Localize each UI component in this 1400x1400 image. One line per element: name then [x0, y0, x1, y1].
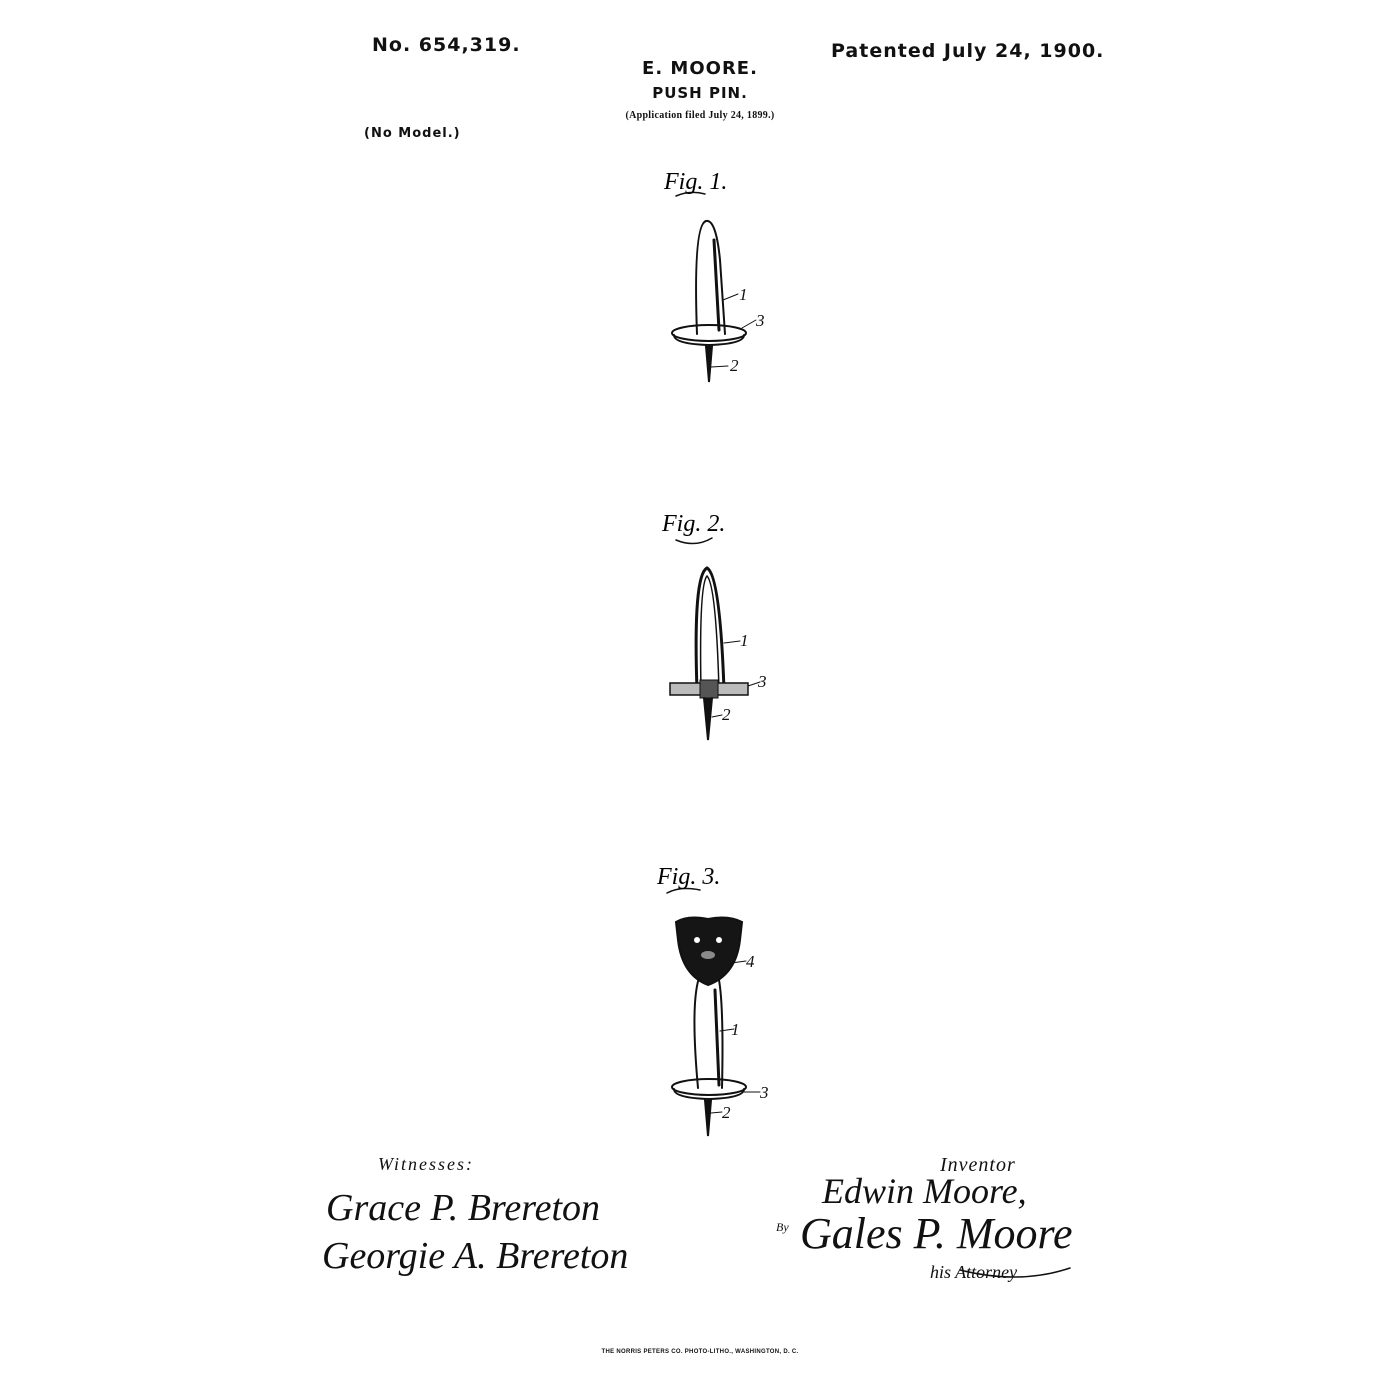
application-filed-note: (Application filed July 24, 1899.) — [625, 110, 775, 121]
fig3-ref-1: 1 — [731, 1020, 740, 1039]
fig2-push-pin-section — [670, 568, 760, 740]
fig2-label: Fig. 2. — [662, 511, 726, 537]
fig2-ref-2: 2 — [722, 705, 731, 724]
fig2-ref-3: 3 — [758, 672, 767, 691]
fig3-ref-2: 2 — [722, 1103, 731, 1122]
inventor-name: E. MOORE. — [642, 58, 758, 79]
fig1-label: Fig. 1. — [664, 169, 728, 195]
printer-credit: THE NORRIS PETERS CO. PHOTO-LITHO., WASHINGTON, D. C. — [601, 1349, 799, 1355]
fig3-ref-4: 4 — [746, 952, 755, 971]
witness-signature-1: Grace P. Brereton — [326, 1187, 601, 1229]
attorney-signature: Gales P. Moore — [800, 1209, 1073, 1258]
fig1-ref-3: 3 — [756, 311, 765, 330]
patent-number: No. 654,319. — [372, 34, 521, 56]
by-label: By — [776, 1220, 789, 1234]
witnesses-label: Witnesses: — [378, 1154, 474, 1174]
inventor-label: Inventor — [940, 1154, 1016, 1176]
model-note: (No Model.) — [364, 126, 461, 141]
attorney-label: his Attorney — [930, 1262, 1018, 1282]
fig2-ref-1: 1 — [740, 631, 749, 650]
fig3-ref-3: 3 — [760, 1083, 769, 1102]
fig3-push-pin-with-head — [672, 918, 760, 1136]
inventor-signature: Edwin Moore, — [822, 1171, 1027, 1211]
witness-signature-2: Georgie A. Brereton — [322, 1235, 629, 1277]
invention-title: PUSH PIN. — [652, 84, 748, 102]
fig3-label: Fig. 3. — [657, 864, 721, 890]
patent-date: Patented July 24, 1900. — [831, 40, 1105, 62]
fig1-ref-1: 1 — [739, 285, 748, 304]
fig1-ref-2: 2 — [730, 356, 739, 375]
